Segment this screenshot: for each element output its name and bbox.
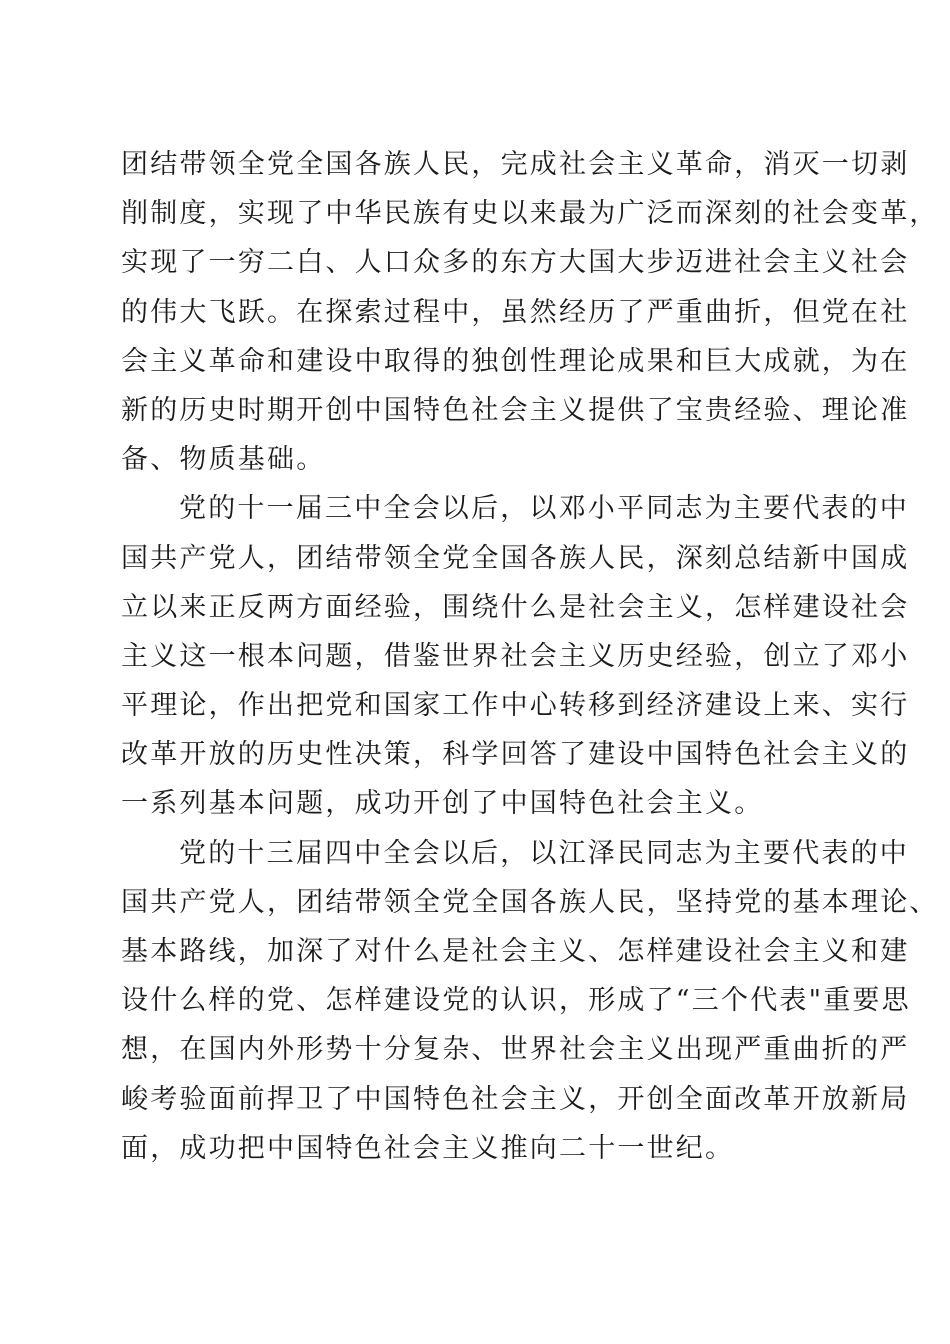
paragraph-2-line: 主义这一根本问题，借鉴世界社会主义历史经验，创立了邓小: [121, 640, 910, 672]
paragraph-3-line: 峻考验面前捍卫了中国特色社会主义，开创全面改革开放新局: [121, 1083, 910, 1115]
paragraph-2-line: 平理论，作出把党和国家工作中心转移到经济建设上来、实行: [121, 690, 910, 722]
paragraph-3-line: 面，成功把中国特色社会主义推向二十一世纪。: [121, 1132, 735, 1164]
paragraph-2-line: 立以来正反两方面经验，围绕什么是社会主义，怎样建设社会: [121, 591, 910, 623]
paragraph-3-line: 设什么样的党、怎样建设党的认识，形成了“三个代表"重要思: [121, 985, 911, 1017]
paragraph-1-line: 团结带领全党全国各族人民，完成社会主义革命，消灭一切剥: [121, 149, 910, 180]
paragraph-1-line: 备、物质基础。: [121, 444, 326, 476]
paragraph-1-line: 的伟大飞跃。在探索过程中，虽然经历了严重曲折，但党在社: [121, 296, 910, 328]
paragraph-3-line: 想，在国内外形势十分复杂、世界社会主义出现严重曲折的严: [121, 1034, 910, 1066]
paragraph-2-line: 改革开放的历史性决策，科学回答了建设中国特色社会主义的: [121, 739, 910, 771]
paragraph-3-first-line: 党的十三届四中全会以后，以江泽民同志为主要代表的中: [179, 837, 909, 869]
paragraph-2-line: 国共产党人，团结带领全党全国各族人民，深刻总结新中国成: [121, 542, 910, 574]
paragraph-3-line: 国共产党人，团结带领全党全国各族人民，坚持党的基本理论、: [121, 886, 939, 918]
paragraph-1-line: 会主义革命和建设中取得的独创性理论成果和巨大成就，为在: [121, 345, 910, 377]
paragraph-2-line: 一系列基本问题，成功开创了中国特色社会主义。: [121, 788, 764, 820]
paragraph-1-line: 削制度，实现了中华民族有史以来最为广泛而深刻的社会变革，: [121, 198, 939, 230]
paragraph-3-line: 基本路线，加深了对什么是社会主义、怎样建设社会主义和建: [121, 936, 910, 967]
paragraph-2-first-line: 党的十一届三中全会以后，以邓小平同志为主要代表的中: [179, 493, 909, 525]
paragraph-1-line: 实现了一穷二白、人口众多的东方大国大步迈进社会主义社会: [121, 247, 910, 279]
document-body: [121, 140, 939, 1173]
paragraph-1-line: 新的历史时期开创中国特色社会主义提供了宝贵经验、理论准: [121, 394, 910, 426]
